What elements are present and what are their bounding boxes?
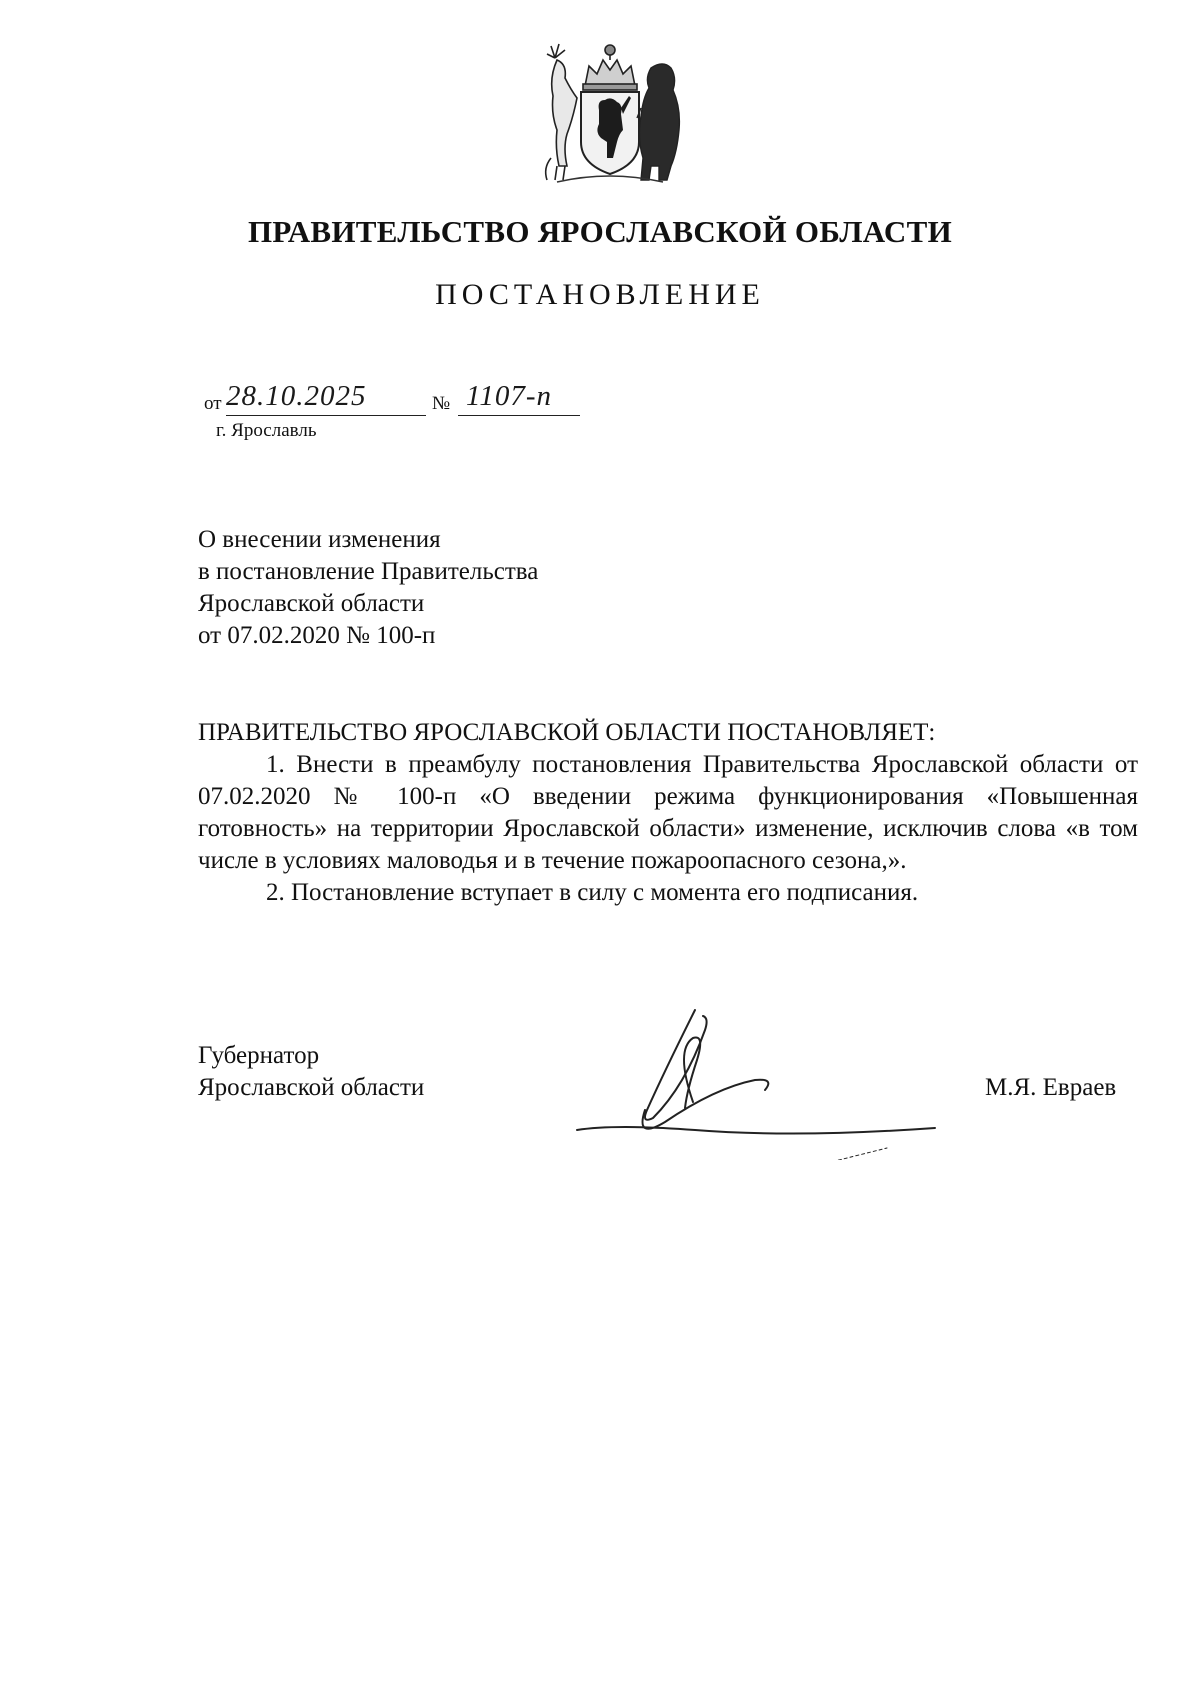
number-underline: [458, 415, 580, 416]
signatory-role-line: Ярославской области: [198, 1074, 425, 1101]
city: г. Ярославль: [216, 420, 317, 441]
subject-line: от 07.02.2020 № 100-п: [198, 622, 436, 649]
decree-heading: ПРАВИТЕЛЬСТВО ЯРОСЛАВСКОЙ ОБЛАСТИ ПОСТАНОВЛЯЕТ:: [198, 719, 936, 746]
signatory-name: М.Я. Евраев: [985, 1074, 1117, 1101]
number-value: 1107-п: [466, 380, 553, 412]
coat-of-arms-icon: [537, 38, 683, 188]
date-value: 28.10.2025: [226, 380, 367, 412]
subject-line: О внесении изменения: [198, 526, 441, 553]
handwritten-signature-icon: [575, 990, 945, 1160]
registration-line: [204, 378, 604, 418]
decree-paragraph: 2. Постановление вступает в силу с момента его подписания.: [266, 879, 919, 906]
subject-line: в постановление Правительства: [198, 558, 539, 585]
document-subject: [198, 524, 538, 652]
date-label: от: [204, 393, 222, 414]
subject-line: Ярославской области: [198, 590, 425, 617]
signatory-role-line: Губернатор: [198, 1042, 320, 1069]
number-label: №: [432, 393, 451, 414]
decree-body: [198, 749, 1138, 909]
document-type: ПОСТАНОВЛЕНИЕ: [435, 278, 765, 311]
government-title: ПРАВИТЕЛЬСТВО ЯРОСЛАВСКОЙ ОБЛАСТИ: [248, 214, 952, 249]
signatory-role: [198, 1040, 424, 1104]
decree-paragraph: 1. Внести в преамбулу постановления Правительства Ярославской области от 07.02.2020 № 100-п «О введении режима функционирования «Повышенная готовность» на территории Ярославской области» изменение, исключив слова «в том числе в условиях маловодья и в течение пожароопасного сезона,».: [198, 751, 1138, 874]
date-underline: [226, 415, 426, 416]
